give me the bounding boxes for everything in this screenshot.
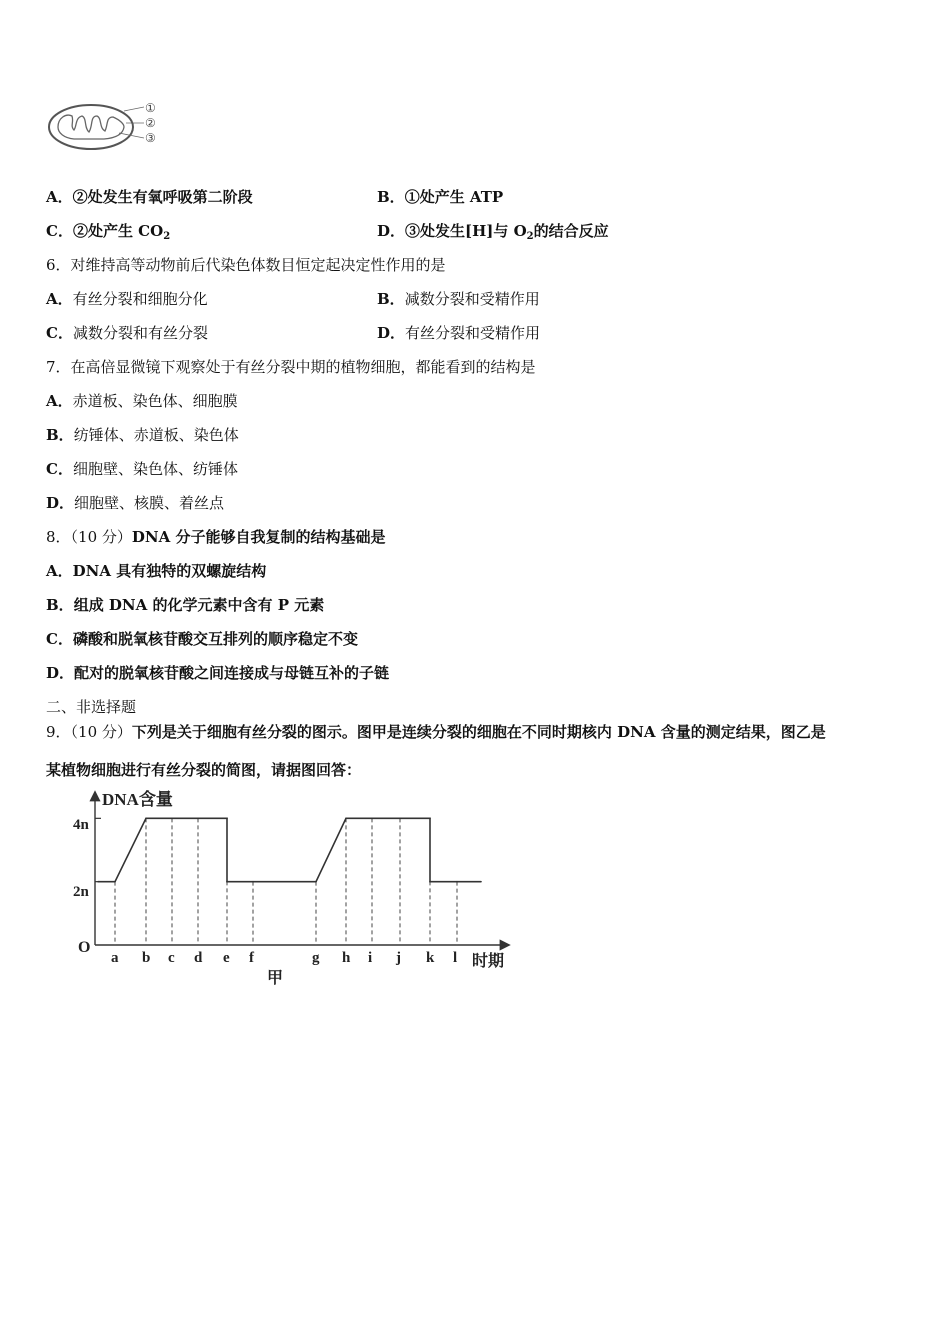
question-text: 下列是关于细胞有丝分裂的图示。图甲是连续分裂的细胞在不同时期核内 DNA 含量的测定结果，图乙是 xyxy=(131,723,826,741)
q9-stem-line2: 某植物细胞进行有丝分裂的简图，请据图回答： xyxy=(46,761,362,779)
x-axis-label: 时期 xyxy=(472,953,505,970)
option-text: ①处产生 ATP xyxy=(404,188,504,206)
data-point-g-8 xyxy=(315,881,317,883)
option-label: C． xyxy=(46,630,73,648)
q9-stem-line1 xyxy=(46,722,826,742)
option-label: A． xyxy=(46,562,73,580)
q6-option-a[interactable] xyxy=(46,289,208,309)
q8-option-a[interactable] xyxy=(46,561,266,581)
x-tick-label-k: k xyxy=(426,950,435,966)
x-tick-label-b: b xyxy=(142,950,151,966)
subscript: 2 xyxy=(163,231,171,242)
mitochondrion-cristae xyxy=(58,115,124,139)
option-label: D． xyxy=(46,664,75,682)
data-point-d-4 xyxy=(197,818,199,820)
option-text: 减数分裂和受精作用 xyxy=(404,290,540,308)
x-tick-label-e: e xyxy=(223,950,230,966)
q5-option-a[interactable] xyxy=(46,187,253,207)
x-tick-label-l: l xyxy=(453,950,458,966)
data-point-f-7 xyxy=(252,881,254,883)
option-text: 赤道板、染色体、细胞膜 xyxy=(72,392,238,410)
option-text: ②处发生有氧呼吸第二阶段 xyxy=(72,188,253,206)
option-text: 有丝分裂和细胞分化 xyxy=(72,290,208,308)
x-tick-label-i: i xyxy=(368,950,373,966)
option-label: A． xyxy=(46,290,73,308)
data-point-end-15 xyxy=(480,881,482,883)
option-text: 有丝分裂和受精作用 xyxy=(405,324,541,342)
q8-option-b[interactable] xyxy=(46,595,324,615)
callout-3: ③ xyxy=(145,131,156,145)
option-label: D． xyxy=(46,494,75,512)
chart-title: 甲 xyxy=(267,970,284,987)
option-text-end: 的结合反应 xyxy=(533,222,609,240)
callout-line-1 xyxy=(124,107,144,111)
data-point-k-12 xyxy=(429,818,431,820)
question-number: 9．（10 分） xyxy=(46,723,132,741)
y-tick-4n: 4n xyxy=(73,817,89,833)
data-point-c-3 xyxy=(171,818,173,820)
q8-stem xyxy=(46,527,386,547)
x-tick-label-a: a xyxy=(111,950,119,966)
option-text: 配对的脱氧核苷酸之间连接成与母链互补的子链 xyxy=(74,664,390,682)
mitochondrion-figure xyxy=(44,98,174,154)
data-point-k-13 xyxy=(429,881,431,883)
question-number: 8．（10 分） xyxy=(46,528,132,546)
option-label: B． xyxy=(46,596,74,614)
q7-option-c[interactable] xyxy=(46,459,238,479)
origin-label: O xyxy=(78,939,91,956)
q6-option-b[interactable] xyxy=(377,289,540,309)
option-label: B． xyxy=(46,426,74,444)
q6-option-c[interactable] xyxy=(46,323,208,343)
q7-option-b[interactable] xyxy=(46,425,239,445)
q5-option-b[interactable] xyxy=(377,187,503,207)
subscript: 2 xyxy=(526,231,534,242)
data-point-e-5 xyxy=(226,818,228,820)
y-tick-2n: 2n xyxy=(73,884,89,900)
x-tick-label-g: g xyxy=(312,950,320,966)
data-point-h-9 xyxy=(345,818,347,820)
q5-option-c[interactable] xyxy=(46,221,170,241)
option-text: 磷酸和脱氧核苷酸交互排列的顺序稳定不变 xyxy=(72,630,358,648)
dna-content-chart xyxy=(60,785,530,990)
option-label: B． xyxy=(377,290,405,308)
dna-content-line xyxy=(98,818,481,881)
option-label: A． xyxy=(46,188,73,206)
data-point-i-10 xyxy=(371,818,373,820)
q7-option-a[interactable] xyxy=(46,391,238,411)
data-point-start-0 xyxy=(97,881,99,883)
x-tick-label-c: c xyxy=(168,950,175,966)
q6-stem: 6．对维持高等动物前后代染色体数目恒定起决定性作用的是 xyxy=(46,256,446,274)
q7-stem: 7．在高倍显微镜下观察处于有丝分裂中期的植物细胞，都能看到的结构是 xyxy=(46,358,536,376)
option-text: 细胞壁、染色体、纺锤体 xyxy=(72,460,238,478)
q6-option-d[interactable] xyxy=(377,323,540,343)
option-text: 细胞壁、核膜、着丝点 xyxy=(74,494,225,512)
data-point-a-1 xyxy=(114,881,116,883)
q8-option-c[interactable] xyxy=(46,629,358,649)
q7-option-d[interactable] xyxy=(46,493,224,513)
option-label: B． xyxy=(377,188,405,206)
x-tick-label-d: d xyxy=(194,950,203,966)
data-point-b-2 xyxy=(145,818,147,820)
data-point-j-11 xyxy=(399,818,401,820)
data-point-e-6 xyxy=(226,881,228,883)
x-tick-label-h: h xyxy=(342,950,351,966)
option-text: 减数分裂和有丝分裂 xyxy=(72,324,208,342)
callout-1: ① xyxy=(145,101,156,115)
option-text: ②处产生 CO xyxy=(72,222,164,240)
data-point-l-14 xyxy=(456,881,458,883)
callout-2: ② xyxy=(145,116,156,130)
x-tick-label-j: j xyxy=(396,950,401,966)
option-label: D． xyxy=(377,222,406,240)
option-text: 组成 DNA 的化学元素中含有 P 元素 xyxy=(73,596,325,614)
x-tick-label-f: f xyxy=(249,950,254,966)
option-label: D． xyxy=(377,324,406,342)
option-text: ③处发生[H]与 O xyxy=(405,222,527,240)
option-label: C． xyxy=(46,324,73,342)
option-label: C． xyxy=(46,460,73,478)
question-text: DNA 分子能够自我复制的结构基础是 xyxy=(131,528,386,546)
q8-option-d[interactable] xyxy=(46,663,389,683)
option-text: 纺锤体、赤道板、染色体 xyxy=(73,426,239,444)
option-text: DNA 具有独特的双螺旋结构 xyxy=(72,562,267,580)
section-title: 二、非选择题 xyxy=(46,698,137,716)
q5-option-d[interactable] xyxy=(377,221,609,241)
option-label: A． xyxy=(46,392,73,410)
option-label: C． xyxy=(46,222,73,240)
y-axis-label: DNA含量 xyxy=(102,790,173,809)
